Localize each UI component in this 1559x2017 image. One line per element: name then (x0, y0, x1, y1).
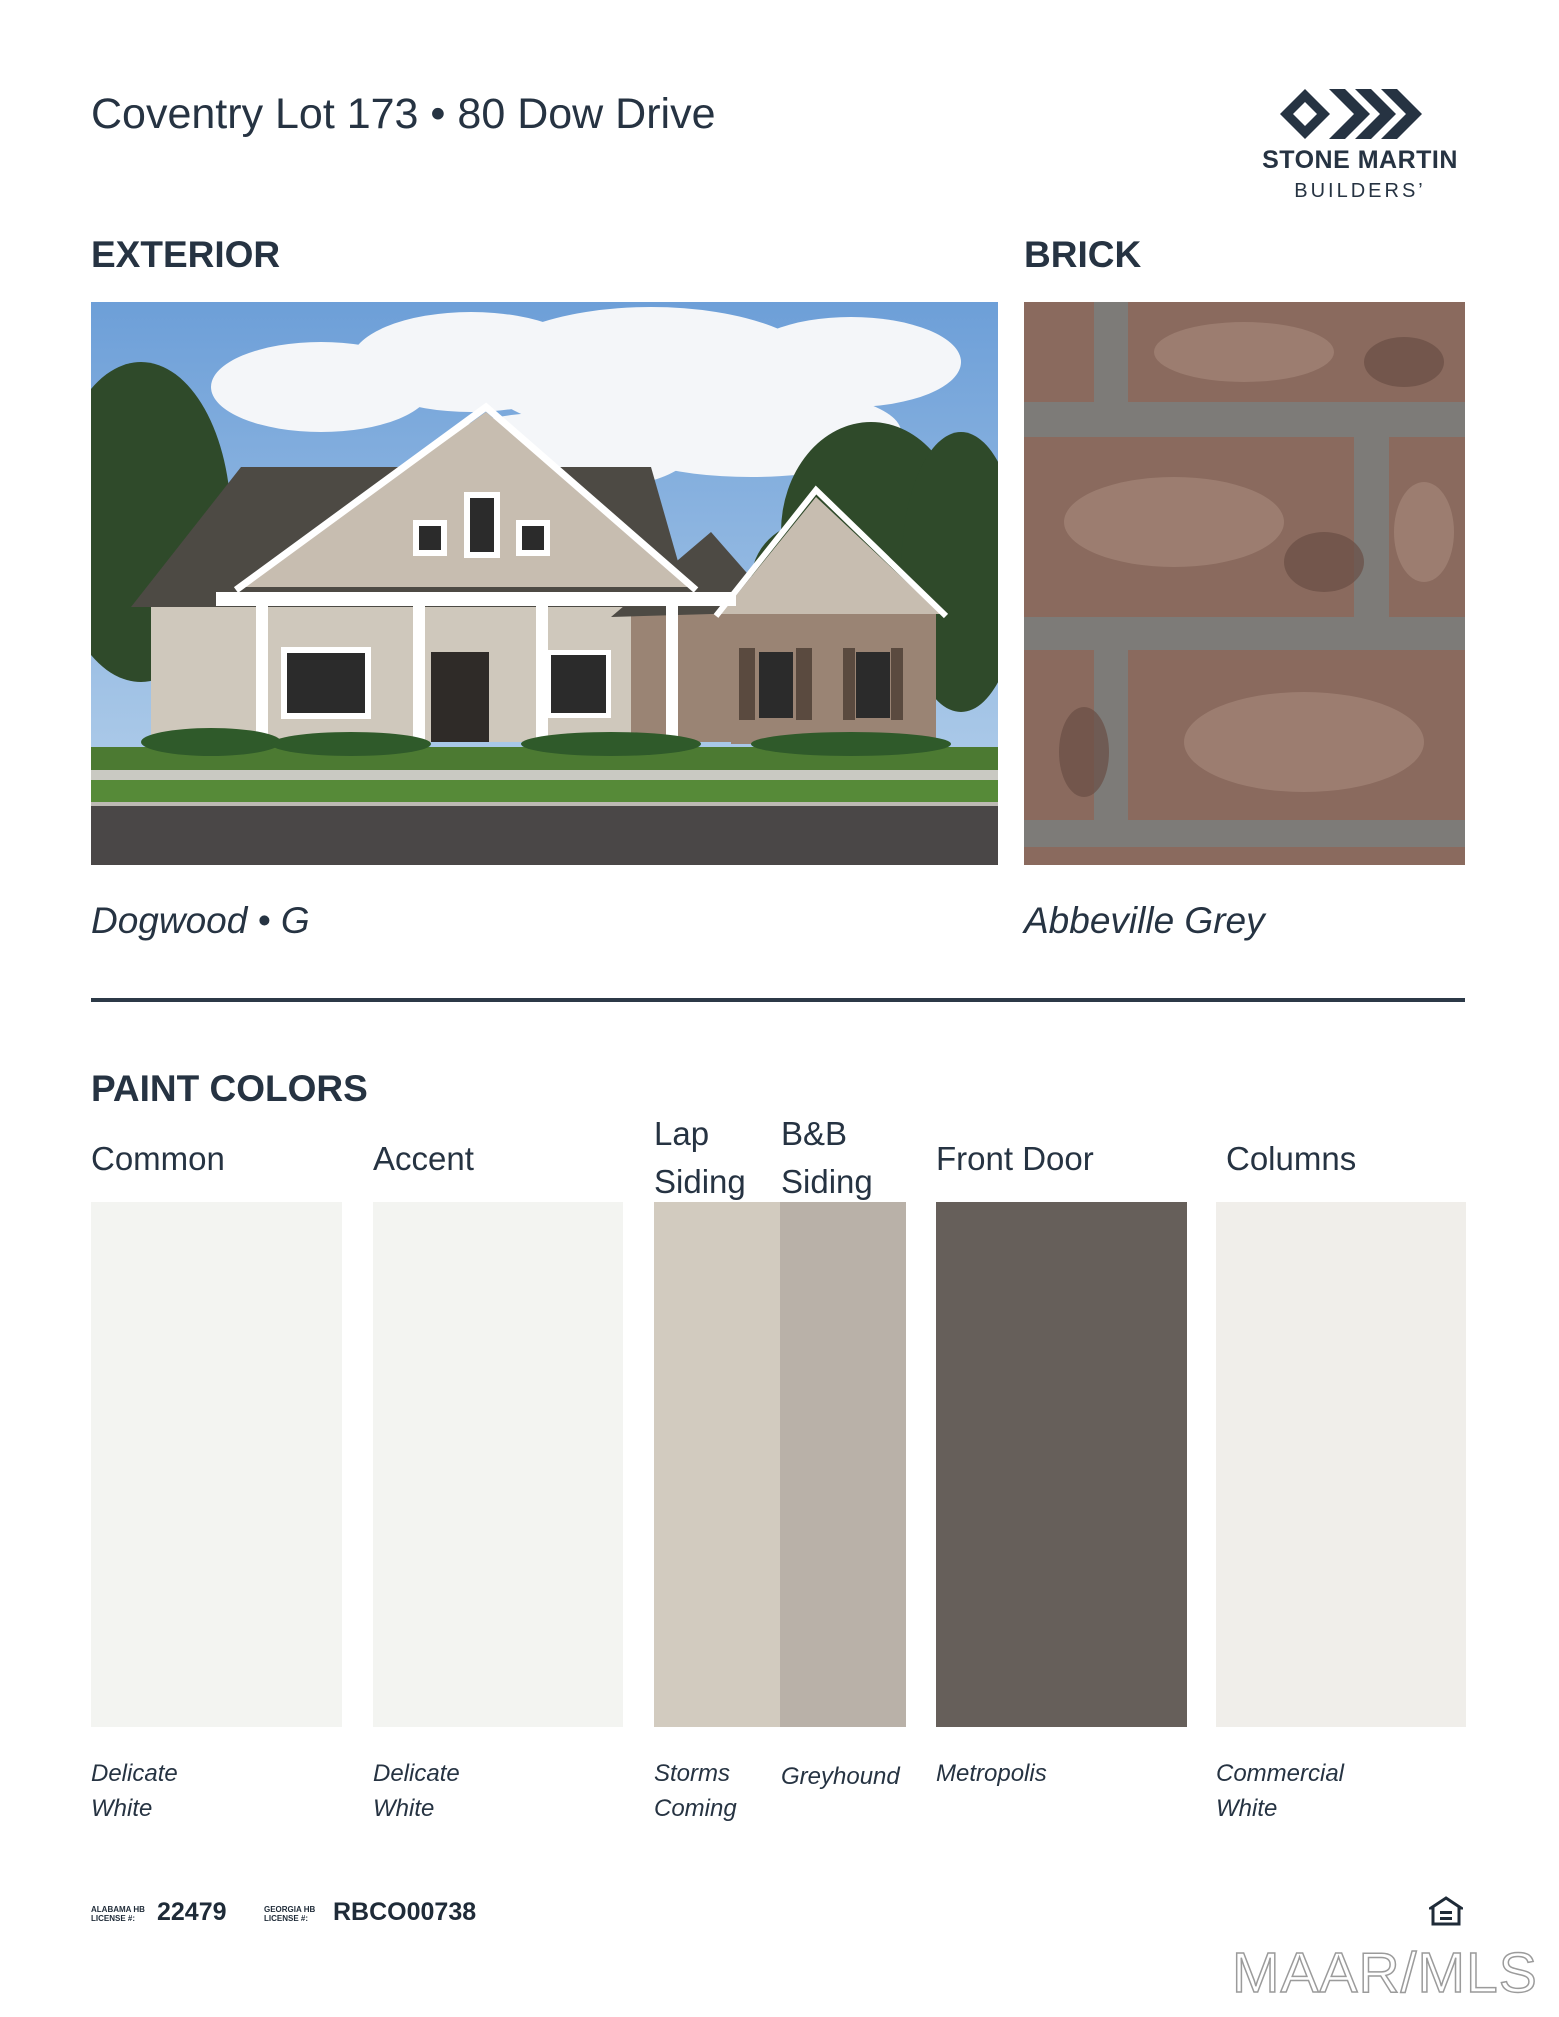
georgia-license-tag-line1: GEORGIA HB (264, 1905, 316, 1914)
mls-watermark: MAAR/MLS (1232, 1941, 1538, 2005)
paint-name-columns (1216, 1756, 1416, 1826)
exterior-heading: EXTERIOR (91, 234, 281, 275)
paint-name-lap-line1: Storms (654, 1760, 731, 1787)
paint-name-bb-siding: Greyhound (781, 1763, 900, 1790)
paint-swatch-columns (1216, 1202, 1466, 1727)
alabama-license-number: 22479 (157, 1898, 227, 1926)
section-divider (91, 998, 1465, 1002)
logo-subtitle: BUILDERS’ (1294, 180, 1426, 202)
paint-label-accent: Accent (373, 1140, 474, 1177)
paint-name-common (91, 1756, 291, 1826)
paint-label-lap-line1: Lap (654, 1115, 710, 1152)
paint-label-columns: Columns (1226, 1140, 1357, 1177)
paint-name-front-door: Metropolis (936, 1760, 1047, 1787)
georgia-license-tag (264, 1905, 315, 1923)
paint-name-columns-line1: Commercial (1216, 1760, 1345, 1787)
logo-mark-icon (1245, 84, 1475, 144)
exterior-rendering-image (91, 302, 998, 865)
logo-name: STONE MARTIN (1262, 146, 1458, 174)
georgia-license-tag-line2: LICENSE #: (264, 1914, 309, 1923)
brick-heading: BRICK (1024, 234, 1142, 275)
paint-swatch-front-door (936, 1202, 1187, 1727)
paint-name-accent-line2: White (373, 1795, 435, 1822)
paint-name-accent (373, 1756, 573, 1826)
paint-label-bb-siding (781, 1110, 873, 1206)
paint-swatch-accent (373, 1202, 623, 1727)
paint-name-accent-line1: Delicate (373, 1760, 460, 1787)
paint-swatch-lap-siding (654, 1202, 780, 1727)
paint-name-lap-line2: Coming (654, 1795, 737, 1822)
page-title: Coventry Lot 173 • 80 Dow Drive (91, 90, 716, 138)
paint-swatch-common (91, 1202, 342, 1727)
paint-colors-heading: PAINT COLORS (91, 1068, 368, 1109)
brick-name: Abbeville Grey (1024, 900, 1265, 941)
paint-label-bb-line2: Siding (781, 1163, 873, 1200)
alabama-license-tag (91, 1905, 145, 1923)
alabama-license-tag-line1: ALABAMA HB (91, 1905, 145, 1914)
paint-name-common-line2: White (91, 1795, 153, 1822)
alabama-license-tag-line2: LICENSE #: (91, 1914, 136, 1923)
paint-swatch-bb-siding (780, 1202, 906, 1727)
stone-martin-logo (1245, 84, 1475, 214)
paint-label-lap-siding (654, 1110, 746, 1206)
plan-name: Dogwood • G (91, 900, 310, 941)
paint-label-bb-line1: B&B (781, 1115, 848, 1152)
brick-texture-image (1024, 302, 1465, 865)
paint-label-common: Common (91, 1140, 225, 1177)
paint-label-lap-line2: Siding (654, 1163, 746, 1200)
paint-label-front-door: Front Door (936, 1140, 1094, 1177)
paint-name-lap-siding (654, 1756, 774, 1826)
equal-housing-icon (1429, 1896, 1463, 1926)
georgia-license-number: RBCO00738 (333, 1898, 477, 1926)
paint-name-columns-line2: White (1216, 1795, 1278, 1822)
paint-name-common-line1: Delicate (91, 1760, 178, 1787)
